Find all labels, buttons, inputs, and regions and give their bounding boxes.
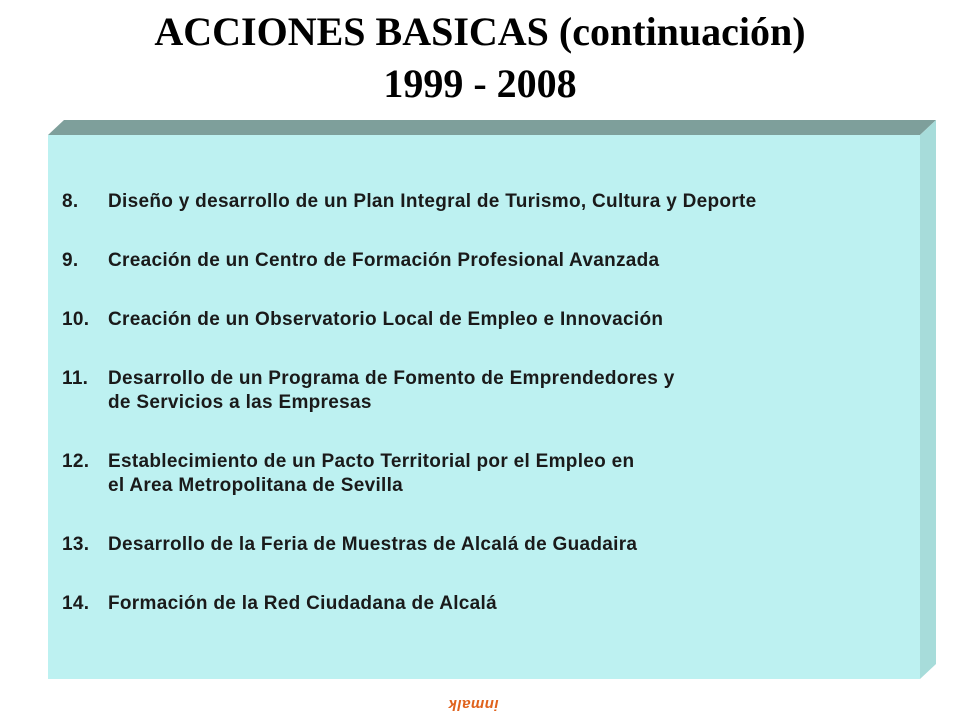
slide-title-years: 1999 - 2008 bbox=[383, 61, 577, 106]
item-number: 10. bbox=[62, 309, 90, 330]
item-text: Diseño y desarrollo de un Plan Integral de Turismo, Cultura y Deporte bbox=[108, 191, 757, 212]
item-number: 14. bbox=[62, 593, 90, 614]
item-number: 12. bbox=[62, 451, 90, 472]
item-number: 13. bbox=[62, 534, 90, 555]
item-text: Desarrollo de la Feria de Muestras de Alcalá de Guadaira bbox=[108, 534, 638, 555]
list-item bbox=[62, 190, 922, 214]
list-item bbox=[62, 249, 922, 273]
item-text: Establecimiento de un Pacto Territorial por el Empleo en bbox=[108, 451, 635, 472]
panel-side-bevel bbox=[920, 120, 936, 679]
item-number: 8. bbox=[62, 191, 79, 212]
item-number: 9. bbox=[62, 250, 79, 271]
item-text-continuation: de Servicios a las Empresas bbox=[108, 392, 372, 413]
item-text: Desarrollo de un Programa de Fomento de Emprendedores y bbox=[108, 368, 675, 389]
list-item bbox=[62, 450, 922, 498]
item-text-continuation: el Area Metropolitana de Sevilla bbox=[108, 475, 404, 496]
item-text: Creación de un Centro de Formación Profesional Avanzada bbox=[108, 250, 660, 271]
footer-logo: inmalk bbox=[448, 696, 499, 713]
list-item bbox=[62, 533, 922, 557]
list-item bbox=[62, 308, 922, 332]
slide-title-line-1: ACCIONES BASICAS (continuación) bbox=[154, 9, 806, 54]
item-text: Creación de un Observatorio Local de Empleo e Innovación bbox=[108, 309, 664, 330]
panel-top-bevel bbox=[48, 120, 936, 135]
item-number: 11. bbox=[62, 368, 89, 389]
list-item bbox=[62, 367, 922, 415]
list-item bbox=[62, 592, 922, 616]
actions-list bbox=[62, 190, 922, 616]
item-text: Formación de la Red Ciudadana de Alcalá bbox=[108, 593, 497, 614]
